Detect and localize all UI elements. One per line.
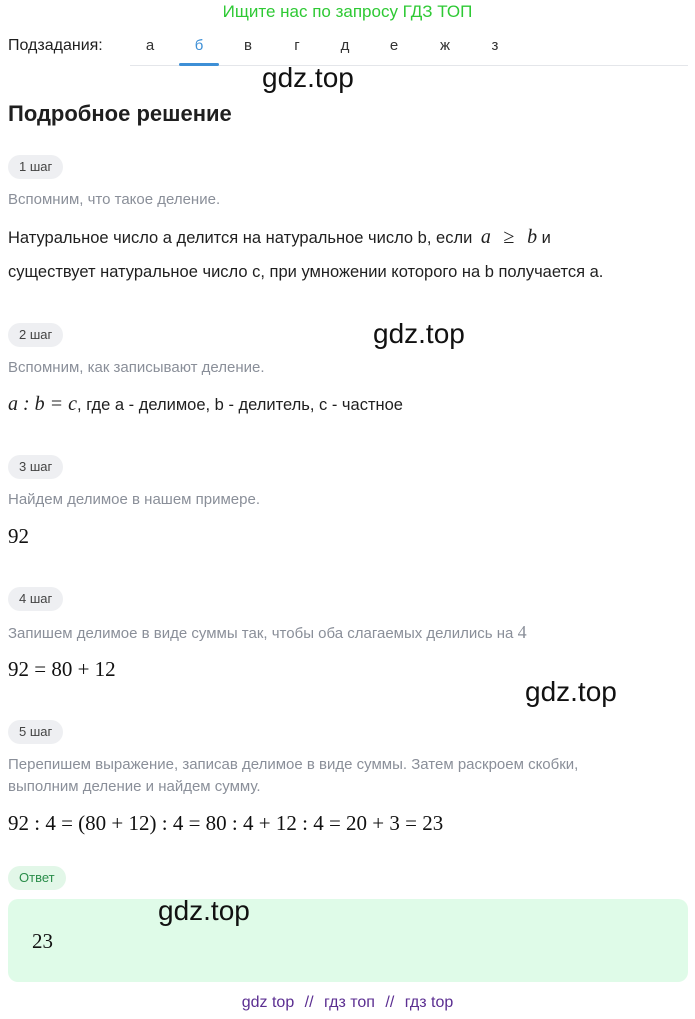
step-badge: 3 шаг	[8, 455, 63, 479]
subtasks-label: Подзадания:	[8, 37, 103, 54]
tab-zh[interactable]: ж	[439, 37, 451, 54]
answer-box	[8, 899, 688, 982]
footer-links	[0, 994, 695, 1012]
step-text-part: , где a - делимое, b - делитель, c - частное	[77, 396, 403, 414]
math-b: b	[527, 226, 538, 248]
math-formula: 92 : 4 = (80 + 12) : 4 = 80 : 4 + 12 : 4 = 20 + 3 = 23	[8, 811, 444, 835]
step-text	[8, 226, 551, 249]
step-hint: Найдем делимое в нашем примере.	[8, 491, 260, 508]
tab-b[interactable]: б	[194, 37, 204, 54]
step-badge: 4 шаг	[8, 587, 63, 611]
answer-badge: Ответ	[8, 866, 66, 890]
watermark: gdz.top	[373, 318, 465, 349]
step-hint: Вспомним, что такое деление.	[8, 191, 221, 208]
step-text: существует натуральное число c, при умножении которого на b получается a.	[8, 263, 604, 281]
step-badge: 5 шаг	[8, 720, 63, 744]
math-ge: ≥	[503, 226, 515, 248]
division-formula: a : b = c	[8, 393, 78, 415]
tab-g[interactable]: г	[294, 37, 300, 54]
footer-link[interactable]: гдз top	[404, 994, 454, 1011]
step-text-part: Натуральное число a делится на натуральное число b, если	[8, 229, 473, 247]
step-badge: 1 шаг	[8, 155, 63, 179]
footer-link[interactable]: gdz top	[241, 994, 295, 1011]
watermark: gdz.top	[262, 62, 354, 93]
watermark: gdz.top	[525, 676, 617, 707]
footer-link[interactable]: гдз топ	[324, 994, 375, 1011]
step-hint: выполним деление и найдем сумму.	[8, 778, 261, 795]
footer-separator: //	[304, 994, 314, 1011]
step-hint-part: Запишем делимое в виде суммы так, чтобы оба слагаемых делились на	[8, 625, 514, 642]
subtasks-nav	[8, 32, 688, 66]
search-banner: Ищите нас по запросу ГДЗ ТОП	[222, 2, 473, 21]
footer-separator: //	[385, 994, 395, 1011]
tab-a[interactable]: а	[145, 37, 155, 54]
tab-d[interactable]: д	[340, 37, 350, 54]
tab-z[interactable]: з	[491, 37, 499, 54]
step-hint	[8, 621, 527, 645]
math-formula: 92 = 80 + 12	[8, 657, 116, 681]
tab-e[interactable]: е	[389, 37, 399, 54]
step-text-part: и	[541, 229, 551, 247]
page-title: Подробное решение	[8, 101, 232, 126]
math-a: a	[480, 226, 491, 248]
answer-value: 23	[32, 929, 53, 953]
tab-v[interactable]: в	[244, 37, 252, 54]
step-text	[8, 393, 403, 416]
step-hint: Вспомним, как записывают деление.	[8, 359, 265, 376]
hint-math: 4	[517, 622, 527, 642]
active-tab-indicator	[179, 63, 219, 66]
step-hint: Перепишем выражение, записав делимое в виде суммы. Затем раскроем скобки,	[8, 756, 579, 773]
step-badge: 2 шаг	[8, 323, 63, 347]
math-formula: 92	[8, 524, 29, 548]
watermark: gdz.top	[158, 895, 250, 926]
